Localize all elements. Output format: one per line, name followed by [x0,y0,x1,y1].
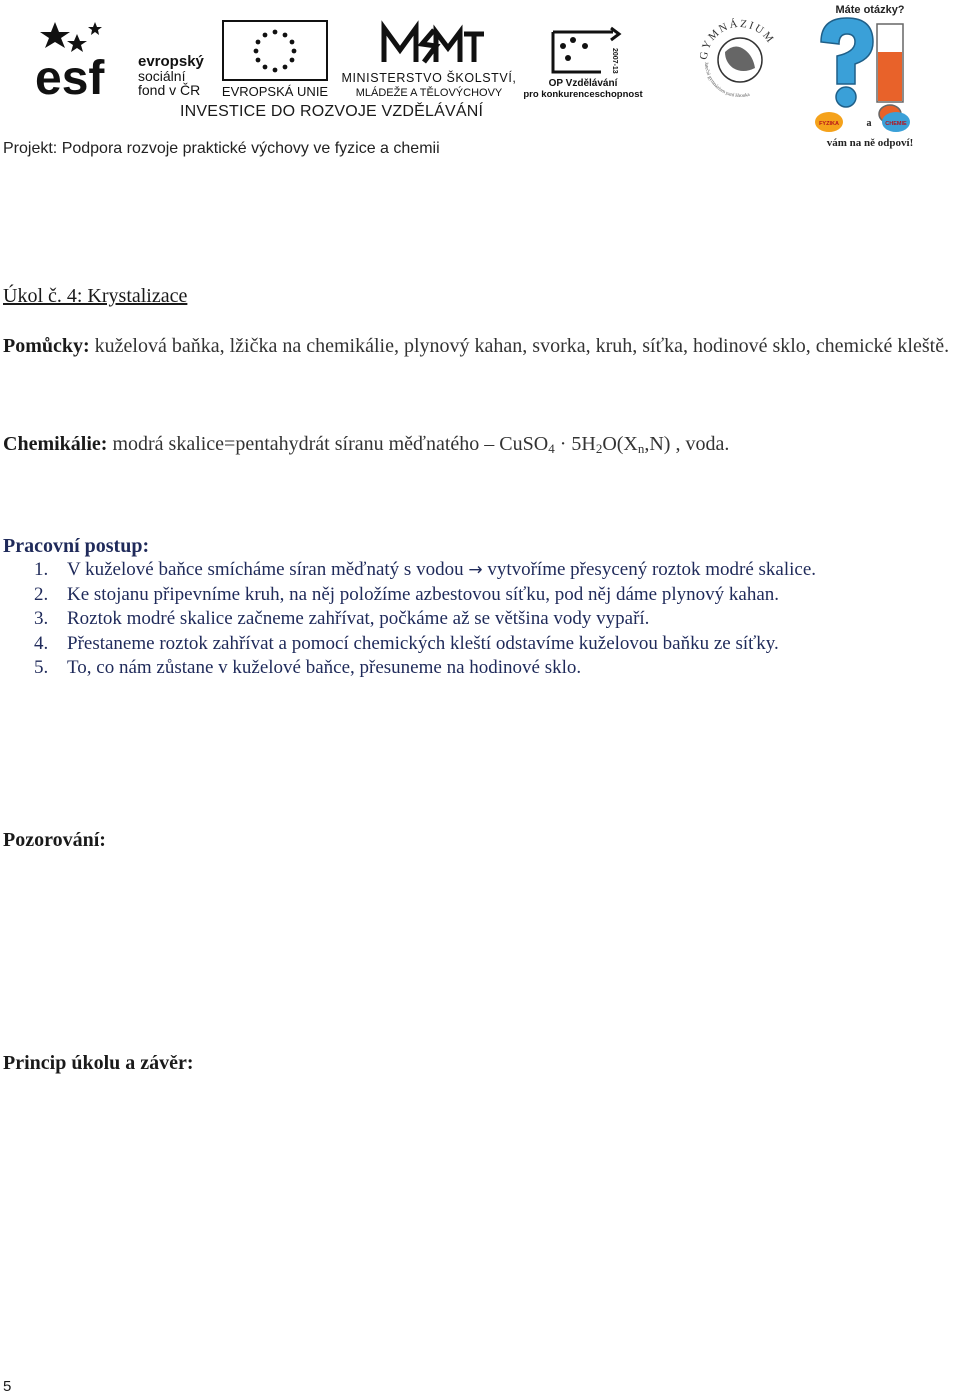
step-number: 4. [34,632,49,654]
list-item [3,558,953,583]
svg-text:2007-13: 2007-13 [611,48,618,74]
pomucky-text: kuželová baňka, lžička na chemikálie, plynový kahan, svorka, kruh, síťka, hodinové sklo, chemické kleště. [89,335,950,357]
steps-list [3,558,953,681]
eu-stars-icon [254,30,297,73]
pomucky-paragraph [3,335,959,357]
step-text: Přestaneme roztok zahřívat a pomocí chemických kleští odstavíme kuželovou baňku ze síťky. [67,632,779,654]
op-mark-icon [553,28,619,72]
step-number: 2. [34,583,49,605]
esf-logo [35,20,215,100]
svg-text:pro konkurenceschopnost: pro konkurenceschopnost [523,89,643,100]
svg-text:CHEMIE: CHEMIE [885,121,907,127]
list-item [3,583,953,608]
svg-text:vám na ně odpoví!: vám na ně odpoví! [826,137,914,149]
project-title: Projekt: Podpora rozvoje praktické výchovy ve fyzice a chemii [3,140,440,157]
task-title: Úkol č. 4: Krystalizace [3,285,188,307]
svg-text:Jateční gymnázium paní Hronka: Jateční gymnázium paní Hronka [702,61,751,100]
esf-mark: esf [35,52,105,100]
pomucky-label: Pomůcky: [3,335,90,357]
chemikalie-paragraph: Chemikálie: modrá skalice=pentahydrát síranu měďnatého – CuSO$_4$ · $5H_2O(X_n,N)$ , voda. [3,433,730,456]
svg-text:sociální: sociální [138,68,186,84]
page-number: 5 [3,1378,12,1395]
step-number: 1. [34,559,49,580]
svg-text:evropský: evropský [138,53,204,70]
step-text: Ke stojanu připevníme kruh, na něj položíme azbestovou síťku, pod něj dáme plynový kahan. [67,583,780,605]
esf-star-icon [40,22,70,48]
eu-label: EVROPSKÁ UNIE [222,84,328,99]
investice-banner: INVESTICE DO ROZVOJE VZDĚLÁVÁNÍ [180,103,484,120]
mate-otazky-logo [815,2,925,152]
list-item [3,632,953,657]
svg-text:FYZIKA: FYZIKA [819,121,839,127]
list-item [3,607,953,632]
step-text: To, co nám zůstane v kuželové baňce, přesuneme na hodinové sklo. [67,657,582,679]
list-item [3,656,953,681]
msmt-mark-icon [384,28,484,62]
arrow-right-icon: → [468,560,483,580]
step-text: Roztok modré skalice začneme zahřívat, počkáme až se většina vody vypaří. [67,608,650,630]
step-text: V kuželové baňce smícháme síran měďnatý s vodou → vytvoříme přesycený roztok modré skalice. [67,559,817,580]
question-mark-icon [821,18,873,84]
gymnazium-logo [695,12,785,102]
svg-text:Máte otázky?: Máte otázky? [835,4,905,16]
svg-text:GYMNÁZIUM: GYMNÁZIUM [697,17,777,61]
step-number: 5. [34,657,49,679]
step-number: 3. [34,608,49,630]
svg-text:OP Vzdělávání: OP Vzdělávání [548,78,618,89]
eu-logo [222,20,328,100]
pozorovani-heading: Pozorování: [3,829,106,851]
svg-text:MLÁDEŽE A TĚLOVÝCHOVY: MLÁDEŽE A TĚLOVÝCHOVY [355,87,503,99]
svg-text:fond v ČR: fond v ČR [138,82,201,98]
op-logo [523,18,643,100]
chemikalie-label: Chemikálie: [3,433,108,455]
svg-text:MINISTERSTVO ŠKOLSTVÍ,: MINISTERSTVO ŠKOLSTVÍ, [341,71,517,85]
princip-heading: Princip úkolu a závěr: [3,1052,194,1074]
postup-heading: Pracovní postup: [3,535,150,557]
msmt-logo [336,20,522,100]
svg-text:a: a [866,118,872,129]
